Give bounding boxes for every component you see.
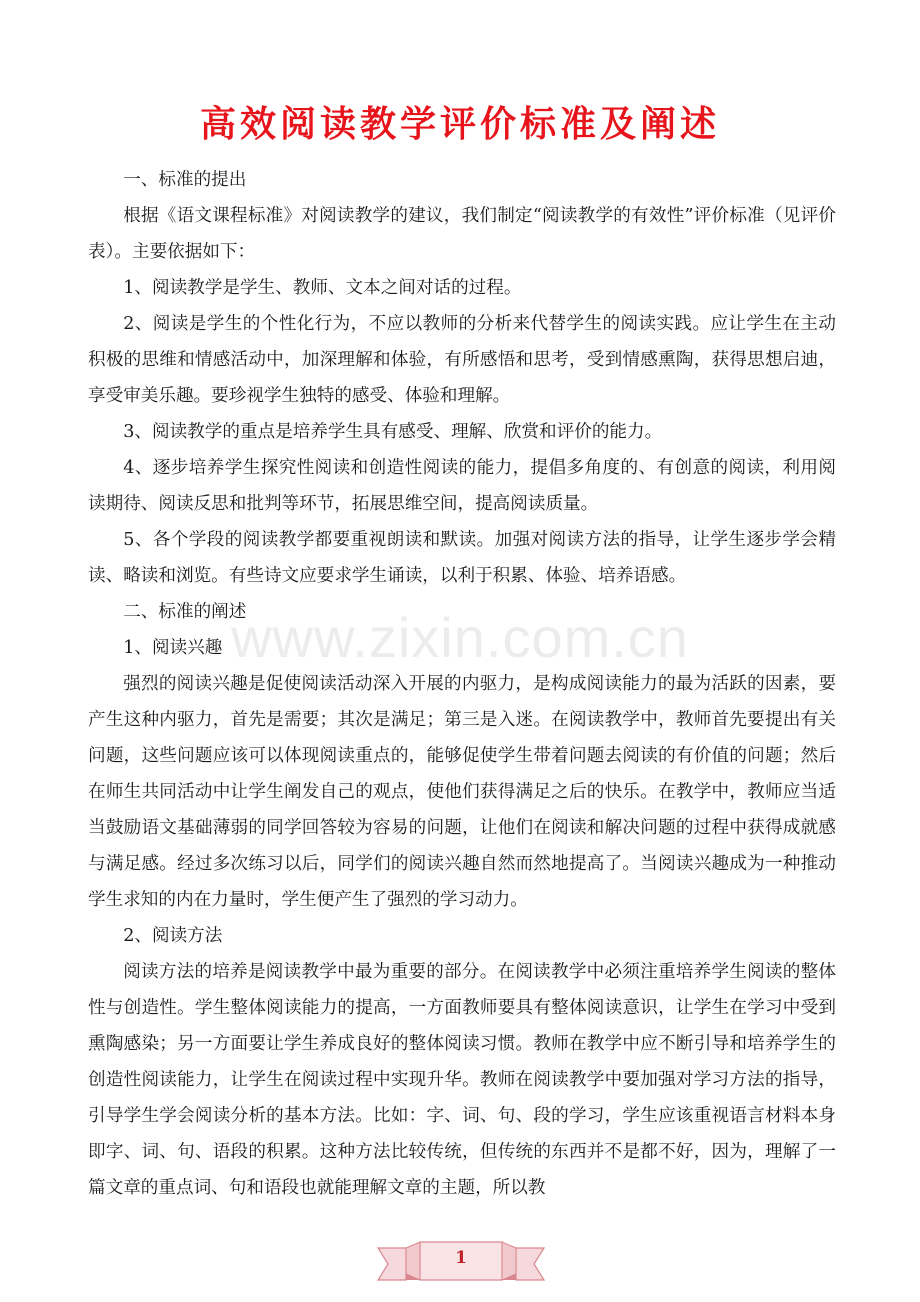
subsection-heading: 1、阅读兴趣 bbox=[123, 638, 223, 658]
list-item: 4、逐步培养学生探究性阅读和创造性阅读的能力，提倡多角度的、有创意的阅读，利用阅读期待、阅读反思和批判等环节，拓展思维空间，提高阅读质量。 bbox=[88, 458, 836, 514]
paragraph: 强烈的阅读兴趣是促使阅读活动深入开展的内驱力，是构成阅读能力的最为活跃的因素，要产生这种内驱力，首先是需要；其次是满足；第三是入迷。在阅读教学中，教师首先要提出有关问题，这些问题应该可以体现阅读重点的，能够促使学生带着问题去阅读的有价值的问题；然后在师生共同活动中让学生阐发自己的观点，使他们获得满足之后的快乐。在教学中，教师应当适当鼓励语文基础薄弱的同学回答较为容易的问题，让他们在阅读和解决问题的过程中获得成就感与满足感。经过多次练习以后，同学们的阅读兴趣自然而然地提高了。当阅读兴趣成为一种推动学生求知的内在力量时，学生便产生了强烈的学习动力。 bbox=[88, 674, 836, 910]
subsection-heading: 2、阅读方法 bbox=[123, 926, 223, 946]
section-heading-2: 二、标准的阐述 bbox=[123, 602, 247, 622]
list-item: 2、阅读是学生的个性化行为，不应以教师的分析来代替学生的阅读实践。应让学生在主动积极的思维和情感活动中，加深理解和体验，有所感悟和思考，受到情感熏陶，获得思想启迪，享受审美乐趣。要珍视学生独特的感受、体验和理解。 bbox=[88, 314, 836, 406]
section-heading-1: 一、标准的提出 bbox=[123, 170, 247, 190]
paragraph: 阅读方法的培养是阅读教学中最为重要的部分。在阅读教学中必须注重培养学生阅读的整体性与创造性。学生整体阅读能力的提高，一方面教师要具有整体阅读意识，让学生在学习中受到熏陶感染；另一方面要让学生养成良好的整体阅读习惯。教师在教学中应不断引导和培养学生的创造性阅读能力，让学生在阅读过程中实现升华。教师在阅读教学中要加强对学习方法的指导，引导学生学会阅读分析的基本方法。比如：字、词、句、段的学习，学生应该重视语言材料本身即字、词、句、语段的积累。这种方法比较传统，但传统的东西并不是都不好，因为，理解了一篇文章的重点词、句和语段也就能理解文章的主题，所以教 bbox=[88, 962, 836, 1198]
document-body bbox=[88, 162, 836, 1206]
page-number: 1 bbox=[455, 1248, 467, 1268]
page-title: 高效阅读教学评价标准及阐述 bbox=[199, 103, 720, 145]
list-item: 5、各个学段的阅读教学都要重视朗读和默读。加强对阅读方法的指导，让学生逐步学会精读、略读和浏览。有些诗文应要求学生诵读，以利于积累、体验、培养语感。 bbox=[88, 530, 836, 586]
list-item: 3、阅读教学的重点是培养学生具有感受、理解、欣赏和评价的能力。 bbox=[123, 422, 663, 442]
page-number-ribbon bbox=[376, 1238, 546, 1284]
list-item: 1、阅读教学是学生、教师、文本之间对话的过程。 bbox=[123, 278, 522, 298]
watermark: www.zixin.com.cn bbox=[231, 606, 689, 669]
paragraph: 根据《语文课程标准》对阅读教学的建议，我们制定“阅读教学的有效性”评价标准（见评价表）。主要依据如下： bbox=[88, 206, 836, 262]
